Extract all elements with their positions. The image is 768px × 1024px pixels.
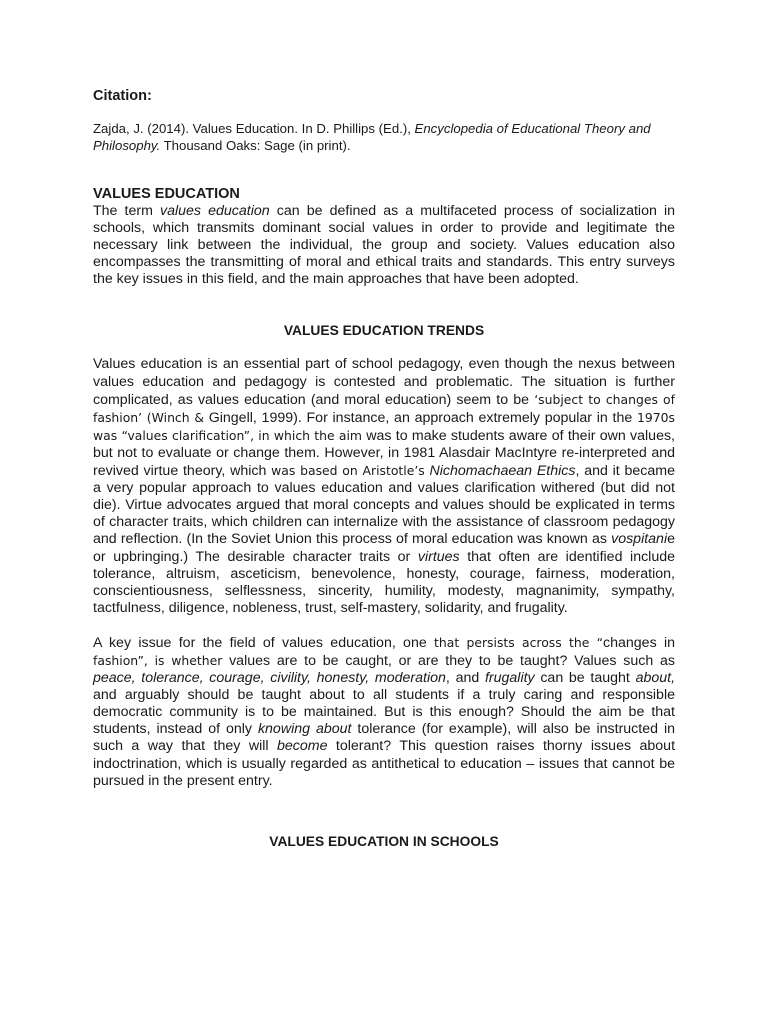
emphasis-term: Nichomachaean Ethics [429,463,576,480]
text-run: or upbringing.) The desirable character traits or [93,548,418,565]
text-run: tolerant? This question raises thorny issues about indoctrination, which is usually regarded as antithetical to education – issues that cannot be pursued in the present entry. [93,738,676,789]
text-run: , and [445,670,485,687]
paragraph-trends-2 [93,634,675,790]
paragraph-trends-1 [93,356,675,616]
section-heading-schools: VALUES EDUCATION IN SCHOOLS [269,833,499,849]
emphasis-term: frugality [484,670,535,687]
citation-text-part: Zajda, J. (2014). Values Education. In D. Phillips (Ed.), [93,121,415,136]
text-run: values are to be caught, or are they to be taught? Values such as [222,652,675,669]
emphasis-term: vospitani [611,531,668,548]
text-run: was to make students aware of their own values, but not to evaluate or change them. However, in 1981 Alasdair MacIntyre re-interpreted and revived virtue theory, which [93,427,675,480]
citation-label: Citation: [93,88,152,104]
text-run: that often are identified include tolerance, altruism, asceticism, benevolence, honesty, courage, fairness, moderation, conscientiousness, selflessness, sincerity, humility, modesty, magnanimity, sympathy, tactfulness, diligence, nobleness, trust, self-mastery, solidarity, and frugality. [93,548,675,616]
quoted-phrase: ‘subject to changes of fashion’ (Winch & [93,391,675,425]
text-run: can be taught [534,670,636,687]
quoted-phrase: 1970s was “values clarification”, in which the aim [93,409,675,443]
quoted-phrase: was based on Aristotle’s [271,463,425,479]
text-run: can be defined as a multifaceted process of socialization in schools, which transmits dominant social values in order to provide and legitimate the necessary link between the individual, the group and society. Values education also encompasses the transmitting of moral and ethical traits and standards. This entry surveys the key issues in this field, and the main approaches that have been adopted. [93,203,675,288]
emphasis-term: values education [160,203,270,219]
text-run: Gingell, 1999). For instance, an approach extremely popular in the [203,409,637,426]
quoted-phrase: fashion”, is whether [93,652,223,668]
emphasis-term: knowing about [257,721,352,738]
text-run: , and it became a very popular approach to values education and values clarification withered (but did not die). Virtue advocates argued that moral concepts and values should be explicated in terms of character traits, which children can internalize with the assistance of classroom pedagogy and reflection. (In the Soviet Union this process of moral education was known as [93,463,675,548]
emphasis-term: become [276,738,328,755]
text-run: changes in [603,634,675,651]
citation-book-title: Encyclopedia of Educational Theory and Philosophy. [93,121,651,153]
paragraph-values-education-definition [93,203,675,288]
emphasis-term: about, [635,670,676,687]
text-run: Values education is an essential part of school pedagogy, even though the nexus between values education and pedagogy is contested and problematic. The situation is further complicated, as values education (and moral education) seem to be [93,356,675,408]
citation-text [93,120,675,154]
text-run: tolerance (for example), will also be instructed in such a way that they will [93,721,675,755]
emphasis-term: virtues [417,548,460,565]
text-run: e [667,531,675,548]
section-heading-values-education: VALUES EDUCATION [93,186,240,202]
text-run: and arguably should be taught about to all students if a truly caring and responsible democratic community is to be maintained. But is this enough? Should the aim be that students, instead of only [93,687,675,738]
text-run: A key issue for the field of values education, one [93,634,435,651]
text-run: The term [93,203,161,219]
emphasis-term: peace, tolerance, courage, civility, honesty, moderation [93,670,446,687]
quoted-phrase: that persists across the “ [434,634,604,650]
citation-text-part: Thousand Oaks: Sage (in print). [160,138,351,153]
section-heading-trends: VALUES EDUCATION TRENDS [283,323,485,339]
